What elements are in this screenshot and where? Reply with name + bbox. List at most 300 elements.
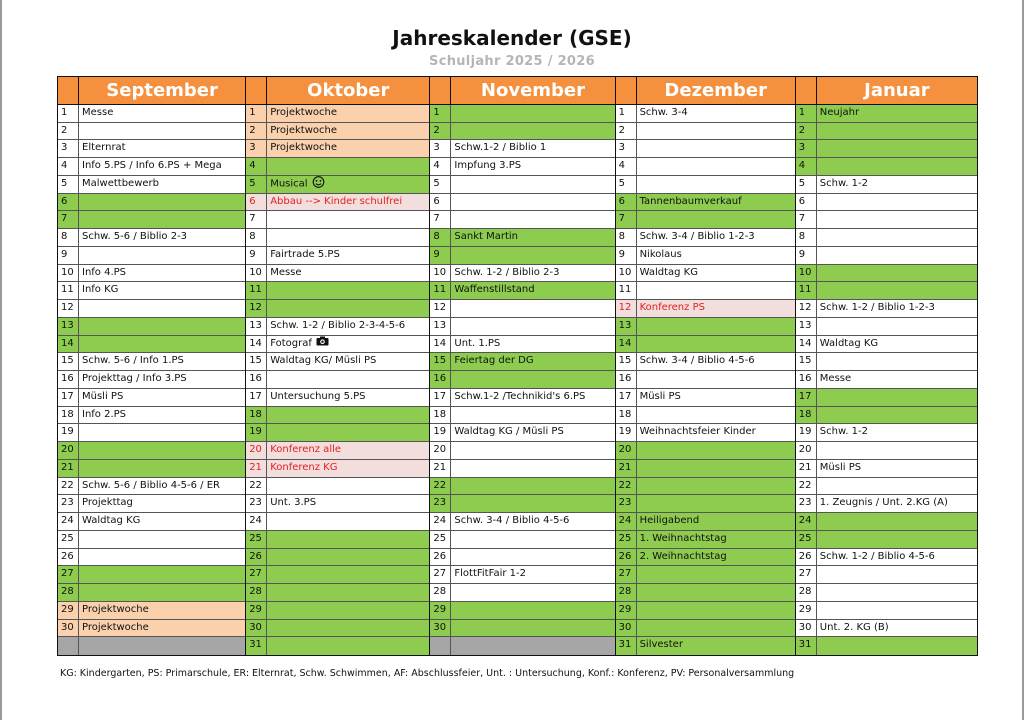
day-row (616, 229, 795, 247)
day-number: 22 (616, 478, 637, 495)
day-event-text: Konferenz alle (270, 444, 342, 456)
day-row (246, 478, 429, 496)
day-event (79, 513, 245, 530)
day-number: 2 (58, 123, 79, 140)
day-number: 5 (616, 176, 637, 193)
day-number: 21 (616, 460, 637, 477)
day-row (796, 424, 977, 442)
day-row (430, 478, 614, 496)
day-number: 1 (246, 105, 267, 122)
day-number: 27 (616, 566, 637, 583)
day-number: 15 (58, 353, 79, 370)
day-event-text: 1. Zeugnis / Unt. 2.KG (A) (819, 497, 948, 509)
day-row (430, 371, 614, 389)
day-event (267, 407, 429, 424)
day-row (796, 318, 977, 336)
day-event (637, 318, 795, 335)
day-event (637, 602, 795, 619)
day-event-text: Schw. 1-2 (819, 426, 868, 438)
page-title: Jahreskalender (GSE) (392, 26, 632, 50)
day-event (817, 620, 977, 637)
day-event-text: Waldtag KG (639, 266, 698, 278)
day-row (58, 247, 245, 265)
day-number: 27 (430, 566, 451, 583)
day-number: 23 (796, 495, 817, 512)
day-row (796, 105, 977, 123)
day-number: 31 (616, 637, 637, 655)
month-header-number-cell (246, 77, 267, 104)
day-number: 9 (246, 247, 267, 264)
day-event-text: Unt. 1.PS (454, 337, 501, 349)
day-number: 20 (430, 442, 451, 459)
day-event (817, 140, 977, 157)
day-event (79, 566, 245, 583)
day-event (451, 460, 614, 477)
day-row (796, 158, 977, 176)
day-event (267, 247, 429, 264)
day-event (451, 176, 614, 193)
day-event (267, 176, 429, 193)
day-number: 9 (796, 247, 817, 264)
day-number: 24 (246, 513, 267, 530)
day-number: 16 (246, 371, 267, 388)
day-event (79, 371, 245, 388)
day-number: 24 (796, 513, 817, 530)
day-event (79, 389, 245, 406)
day-row (796, 123, 977, 141)
day-row (58, 584, 245, 602)
day-number: 22 (796, 478, 817, 495)
day-event-text: Heiligabend (639, 515, 700, 527)
day-row (430, 282, 614, 300)
page-subtitle: Schuljahr 2025 / 2026 (429, 54, 595, 69)
day-row (246, 229, 429, 247)
day-event-text: Schw. 5-6 / Biblio 4-5-6 / ER (82, 479, 220, 491)
day-number: 20 (796, 442, 817, 459)
day-row (796, 584, 977, 602)
day-event-text: Schw. 3-4 / Biblio 1-2-3 (639, 231, 755, 243)
day-row (796, 602, 977, 620)
day-row (58, 318, 245, 336)
day-row (58, 353, 245, 371)
day-row (246, 353, 429, 371)
day-event (637, 247, 795, 264)
day-number: 22 (246, 478, 267, 495)
day-number: 9 (430, 247, 451, 264)
day-row (616, 602, 795, 620)
day-row (430, 176, 614, 194)
day-event (267, 336, 429, 353)
day-event (637, 229, 795, 246)
month-name: November (451, 77, 614, 104)
day-row (58, 442, 245, 460)
day-number: 30 (430, 620, 451, 637)
day-number: 23 (616, 495, 637, 512)
day-row (430, 194, 614, 212)
day-row (616, 442, 795, 460)
day-row (430, 460, 614, 478)
day-event-text: Müsli PS (82, 390, 124, 402)
day-event (817, 336, 977, 353)
day-event (267, 300, 429, 317)
day-row (430, 123, 614, 141)
day-number: 19 (430, 424, 451, 441)
day-number: 25 (796, 531, 817, 548)
day-event (637, 531, 795, 548)
day-event-text: Musical (270, 178, 308, 190)
day-number: 2 (796, 123, 817, 140)
day-event (451, 584, 614, 601)
day-event-text: Neujahr (819, 106, 860, 118)
day-row (430, 424, 614, 442)
day-event (817, 371, 977, 388)
day-event (451, 566, 614, 583)
month-header-number-cell (796, 77, 817, 104)
day-number: 10 (796, 265, 817, 282)
day-event (637, 442, 795, 459)
day-event (817, 229, 977, 246)
day-row (246, 531, 429, 549)
day-row (246, 300, 429, 318)
day-number: 11 (58, 282, 79, 299)
day-number: 13 (616, 318, 637, 335)
day-event (451, 478, 614, 495)
day-event (637, 407, 795, 424)
day-number: 8 (430, 229, 451, 246)
day-event-text: Konferenz KG (270, 461, 338, 473)
day-event (817, 211, 977, 228)
day-number: 25 (616, 531, 637, 548)
day-event (267, 105, 429, 122)
day-event (451, 620, 614, 637)
day-event (267, 460, 429, 477)
day-event (79, 265, 245, 282)
day-row (246, 158, 429, 176)
day-row (796, 389, 977, 407)
day-row (616, 211, 795, 229)
day-row (430, 105, 614, 123)
month-header (430, 77, 614, 105)
day-number: 8 (796, 229, 817, 246)
day-event (451, 531, 614, 548)
day-event (267, 566, 429, 583)
day-event (267, 318, 429, 335)
day-event (451, 637, 614, 655)
day-row (616, 371, 795, 389)
day-event (817, 531, 977, 548)
day-row (616, 460, 795, 478)
day-number: 20 (616, 442, 637, 459)
day-number: 23 (246, 495, 267, 512)
day-event (451, 105, 614, 122)
day-row (616, 282, 795, 300)
day-number: 4 (616, 158, 637, 175)
day-event (79, 176, 245, 193)
day-event-text: Projektwoche (270, 124, 337, 136)
day-event (79, 495, 245, 512)
day-event (451, 318, 614, 335)
month-column-september (58, 77, 245, 655)
day-row (58, 566, 245, 584)
day-event-text: Projekttag / Info 3.PS (82, 373, 187, 385)
day-row (796, 300, 977, 318)
day-event (267, 140, 429, 157)
day-number: 11 (246, 282, 267, 299)
day-event (267, 389, 429, 406)
day-event-text: Info 4.PS (82, 266, 127, 278)
day-row (616, 194, 795, 212)
day-number: 6 (246, 194, 267, 211)
day-row (246, 549, 429, 567)
day-event (451, 229, 614, 246)
day-row (246, 371, 429, 389)
day-event (817, 442, 977, 459)
day-event (267, 620, 429, 637)
day-row (616, 247, 795, 265)
day-event-text: Schw.1-2 /Technikid's 6.PS (454, 390, 586, 402)
day-event (267, 584, 429, 601)
day-number: 20 (246, 442, 267, 459)
day-event (451, 211, 614, 228)
day-row (246, 620, 429, 638)
day-row (796, 336, 977, 354)
day-row (616, 353, 795, 371)
day-row (616, 318, 795, 336)
day-event (637, 566, 795, 583)
day-row (246, 211, 429, 229)
day-event-text: Info 2.PS (82, 408, 127, 420)
day-number: 21 (430, 460, 451, 477)
day-row (796, 637, 977, 655)
day-event (79, 637, 245, 655)
day-number: 12 (430, 300, 451, 317)
day-event (637, 371, 795, 388)
day-event-text: Messe (82, 106, 114, 118)
day-number: 12 (616, 300, 637, 317)
day-event (79, 105, 245, 122)
day-row (616, 300, 795, 318)
day-row (616, 620, 795, 638)
day-event-text: Projektwoche (82, 621, 149, 633)
day-row (58, 105, 245, 123)
day-number: 10 (616, 265, 637, 282)
day-event (637, 495, 795, 512)
day-event (79, 229, 245, 246)
day-event-text: Projektwoche (270, 142, 337, 154)
day-event-text: Schw. 1-2 / Biblio 4-5-6 (819, 550, 935, 562)
day-number: 1 (796, 105, 817, 122)
day-event (637, 389, 795, 406)
day-number: 15 (616, 353, 637, 370)
day-number: 27 (796, 566, 817, 583)
page-edge-left (0, 0, 2, 720)
day-event (451, 336, 614, 353)
day-row (796, 265, 977, 283)
day-event (637, 353, 795, 370)
day-row (58, 371, 245, 389)
day-number: 12 (796, 300, 817, 317)
day-event-text: Schw. 1-2 / Biblio 1-2-3 (819, 302, 935, 314)
day-number: 7 (246, 211, 267, 228)
day-event-text: Info 5.PS / Info 6.PS + Mega (82, 160, 222, 172)
day-event-text: Schw. 5-6 / Biblio 2-3 (82, 231, 188, 243)
day-row (58, 123, 245, 141)
day-row (58, 336, 245, 354)
day-event (817, 460, 977, 477)
day-event (637, 513, 795, 530)
day-event (267, 602, 429, 619)
day-event-text: 2. Weihnachtstag (639, 550, 727, 562)
day-event (817, 194, 977, 211)
day-event (79, 282, 245, 299)
day-number: 30 (246, 620, 267, 637)
day-row (616, 566, 795, 584)
day-number: 29 (616, 602, 637, 619)
day-event (637, 478, 795, 495)
day-number: 17 (430, 389, 451, 406)
day-event (79, 194, 245, 211)
day-event-text: Konferenz PS (639, 302, 705, 314)
day-number: 12 (246, 300, 267, 317)
day-number: 6 (616, 194, 637, 211)
day-number: 19 (58, 424, 79, 441)
day-row (796, 442, 977, 460)
day-row (616, 123, 795, 141)
day-number: 25 (430, 531, 451, 548)
day-row (616, 584, 795, 602)
day-event (267, 531, 429, 548)
day-number: 29 (246, 602, 267, 619)
day-event-text: Projektwoche (270, 106, 337, 118)
day-event (817, 318, 977, 335)
day-row (430, 584, 614, 602)
day-row (246, 176, 429, 194)
day-number: 21 (58, 460, 79, 477)
day-number: 16 (796, 371, 817, 388)
day-number: 29 (58, 602, 79, 619)
day-row (616, 478, 795, 496)
day-number: 14 (430, 336, 451, 353)
day-number: 26 (796, 549, 817, 566)
day-number: 30 (58, 620, 79, 637)
day-row (58, 513, 245, 531)
day-number: 31 (246, 637, 267, 655)
month-name: Januar (817, 77, 977, 104)
day-row (246, 460, 429, 478)
day-event-text: Unt. 3.PS (270, 497, 317, 509)
day-row (616, 424, 795, 442)
day-number: 11 (616, 282, 637, 299)
day-row (430, 318, 614, 336)
day-row (430, 389, 614, 407)
camera-icon (316, 336, 329, 349)
day-number: 28 (616, 584, 637, 601)
day-row (796, 460, 977, 478)
day-event-text: Untersuchung 5.PS (270, 390, 366, 402)
day-number: 27 (58, 566, 79, 583)
day-number: 13 (796, 318, 817, 335)
day-number: 17 (616, 389, 637, 406)
day-row (58, 389, 245, 407)
day-number: 9 (616, 247, 637, 264)
day-number: 3 (796, 140, 817, 157)
day-event (637, 105, 795, 122)
day-event-text: Schw. 1-2 (819, 177, 868, 189)
day-event (267, 123, 429, 140)
day-event (79, 140, 245, 157)
day-event (267, 495, 429, 512)
day-number: 7 (430, 211, 451, 228)
day-row (796, 211, 977, 229)
day-row (246, 105, 429, 123)
day-row (246, 407, 429, 425)
day-row (58, 194, 245, 212)
day-event (79, 318, 245, 335)
day-event-text: Weihnachtsfeier Kinder (639, 426, 756, 438)
day-number: 26 (616, 549, 637, 566)
day-row (616, 265, 795, 283)
day-row (616, 140, 795, 158)
day-event-text: Silvester (639, 639, 683, 651)
day-event (637, 424, 795, 441)
day-number: 8 (246, 229, 267, 246)
day-row (430, 158, 614, 176)
day-event-text: Unt. 2. KG (B) (819, 621, 889, 633)
day-event (79, 549, 245, 566)
day-number: 28 (430, 584, 451, 601)
day-event (451, 140, 614, 157)
day-event-text: Fairtrade 5.PS (270, 248, 340, 260)
day-event (817, 176, 977, 193)
day-number: 5 (430, 176, 451, 193)
day-number: 2 (430, 123, 451, 140)
day-event-text: Impfung 3.PS (454, 160, 522, 172)
day-number: 28 (796, 584, 817, 601)
day-event (817, 407, 977, 424)
day-row (430, 211, 614, 229)
day-event-text: FlottFitFair 1-2 (454, 568, 526, 580)
day-number: 1 (616, 105, 637, 122)
day-row (246, 247, 429, 265)
day-number: 16 (616, 371, 637, 388)
day-number: 18 (58, 407, 79, 424)
day-event (267, 442, 429, 459)
day-event-text: Schw. 5-6 / Info 1.PS (82, 355, 184, 367)
month-header (616, 77, 795, 105)
day-row (430, 247, 614, 265)
day-number: 26 (58, 549, 79, 566)
day-event (451, 158, 614, 175)
day-row (246, 282, 429, 300)
day-number: 18 (430, 407, 451, 424)
day-event-text: Info KG (82, 284, 119, 296)
month-name: Oktober (267, 77, 429, 104)
day-number: 17 (246, 389, 267, 406)
day-number: 5 (246, 176, 267, 193)
day-event (79, 460, 245, 477)
day-event (817, 389, 977, 406)
day-event (79, 123, 245, 140)
day-row (246, 442, 429, 460)
day-number: 21 (796, 460, 817, 477)
day-row (246, 584, 429, 602)
day-event-text: Schw. 1-2 / Biblio 2-3 (454, 266, 560, 278)
day-row (246, 123, 429, 141)
day-event (267, 158, 429, 175)
day-event (451, 265, 614, 282)
day-number: 14 (796, 336, 817, 353)
day-row (796, 140, 977, 158)
